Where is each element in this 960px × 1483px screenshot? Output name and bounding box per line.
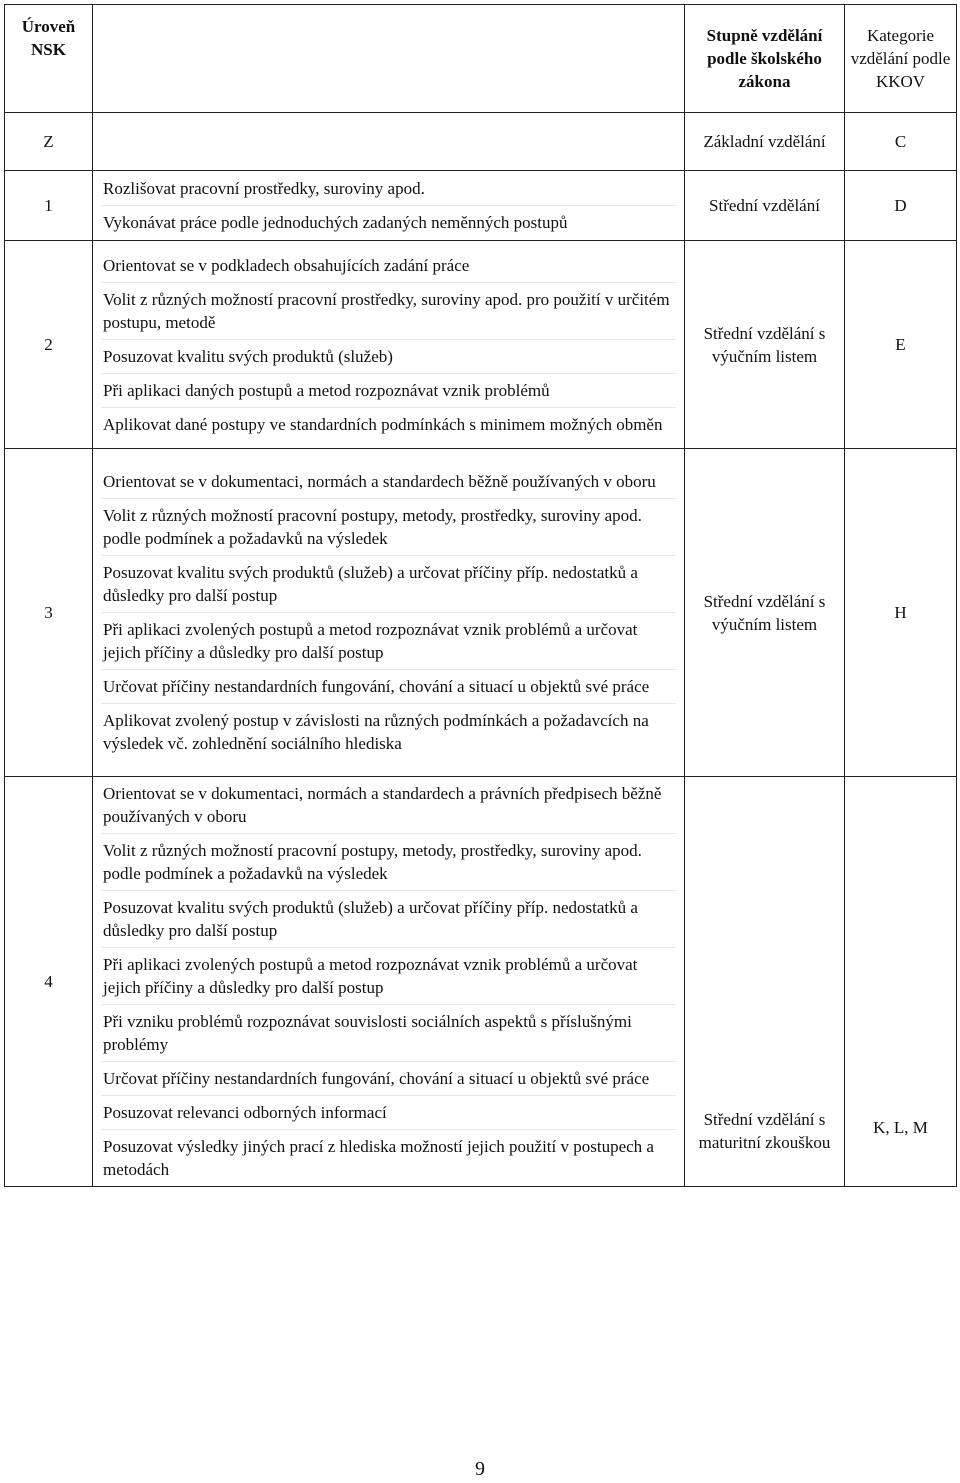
- category-cell: H: [845, 449, 957, 777]
- skill-item: Při aplikaci zvolených postupů a metod rozpoznávat vznik problémů a určovat jejich příčiny a důsledky pro další postup: [101, 613, 676, 670]
- category-cell: C: [845, 113, 957, 171]
- skill-item: Posuzovat kvalitu svých produktů (služeb) a určovat příčiny příp. nedostatků a důsledky pro další postup: [101, 556, 676, 613]
- table-row: [5, 777, 957, 1187]
- skill-item: Při aplikaci daných postupů a metod rozpoznávat vznik problémů: [101, 374, 676, 408]
- level-cell: 2: [5, 241, 93, 449]
- skill-item: Volit z různých možností pracovní postupy, metody, prostředky, suroviny apod. podle podmínek a požadavků na výsledek: [101, 499, 676, 556]
- skill-item: Volit z různých možností pracovní postupy, metody, prostředky, suroviny apod. podle podmínek a požadavků na výsledek: [101, 834, 676, 891]
- table-row: [5, 241, 957, 449]
- page-number: 9: [475, 1458, 485, 1480]
- skill-item: Při vzniku problémů rozpoznávat souvislosti sociálních aspektů s příslušnými problémy: [101, 1005, 676, 1062]
- stage-cell: Střední vzdělání s výučním listem: [685, 449, 845, 777]
- nsk-levels-table: [4, 4, 957, 1187]
- table-row: [5, 449, 957, 777]
- category-cell: E: [845, 241, 957, 449]
- header-stage: Stupně vzdělání podle školského zákona: [685, 5, 845, 113]
- stage-cell: Střední vzdělání s maturitní zkouškou: [685, 777, 845, 1187]
- skills-cell: [93, 171, 685, 241]
- level-cell: 1: [5, 171, 93, 241]
- skill-item: Orientovat se v dokumentaci, normách a standardech a právních předpisech běžně používaných v oboru: [101, 777, 676, 834]
- skill-item: Rozlišovat pracovní prostředky, suroviny apod.: [101, 172, 676, 206]
- table-header-row: [5, 5, 957, 113]
- category-cell: D: [845, 171, 957, 241]
- level-cell: 3: [5, 449, 93, 777]
- skill-item: Aplikovat zvolený postup v závislosti na různých podmínkách a požadavcích na výsledek vč. zohlednění sociálního hlediska: [103, 711, 649, 753]
- stage-cell: Základní vzdělání: [685, 113, 845, 171]
- stage-cell: Střední vzdělání: [685, 171, 845, 241]
- skill-item: Při aplikaci zvolených postupů a metod rozpoznávat vznik problémů a určovat jejich příčiny a důsledky pro další postup: [101, 948, 676, 1005]
- header-skills-blank: [93, 5, 685, 113]
- skill-item: Vykonávat práce podle jednoduchých zadaných neměnných postupů: [103, 213, 568, 232]
- skill-item: Volit z různých možností pracovní prostředky, suroviny apod. pro použití v určitém postupu, metodě: [101, 283, 676, 340]
- header-category: Kategorie vzdělání podle KKOV: [845, 5, 957, 113]
- skill-item: Určovat příčiny nestandardních fungování, chování a situací u objektů své práce: [101, 670, 676, 704]
- skill-item: Aplikovat dané postupy ve standardních podmínkách s minimem možných obměn: [103, 414, 663, 434]
- skills-cell: [93, 449, 685, 777]
- skills-cell-empty: [93, 113, 685, 171]
- stage-cell: Střední vzdělání s výučním listem: [685, 241, 845, 449]
- skill-item: Orientovat se v dokumentaci, normách a standardech běžně používaných v oboru: [101, 465, 676, 499]
- skill-item: Orientovat se v podkladech obsahujících zadání práce: [101, 249, 676, 283]
- skill-item: Posuzovat výsledky jiných prací z hlediska možností jejich použití v postupech a metodách: [103, 1137, 654, 1179]
- skill-item: Určovat příčiny nestandardních fungování, chování a situací u objektů své práce: [101, 1062, 676, 1096]
- skills-cell: [93, 777, 685, 1187]
- header-level: Úroveň NSK: [5, 5, 93, 113]
- level-cell: 4: [5, 777, 93, 1187]
- skill-item: Posuzovat kvalitu svých produktů (služeb): [101, 340, 676, 374]
- level-cell: Z: [5, 113, 93, 171]
- category-cell: K, L, M: [845, 777, 957, 1187]
- table-row: [5, 113, 957, 171]
- skills-cell: [93, 241, 685, 449]
- table-row: [5, 171, 957, 241]
- skill-item: Posuzovat kvalitu svých produktů (služeb) a určovat příčiny příp. nedostatků a důsledky pro další postup: [101, 891, 676, 948]
- skill-item: Posuzovat relevanci odborných informací: [101, 1096, 676, 1130]
